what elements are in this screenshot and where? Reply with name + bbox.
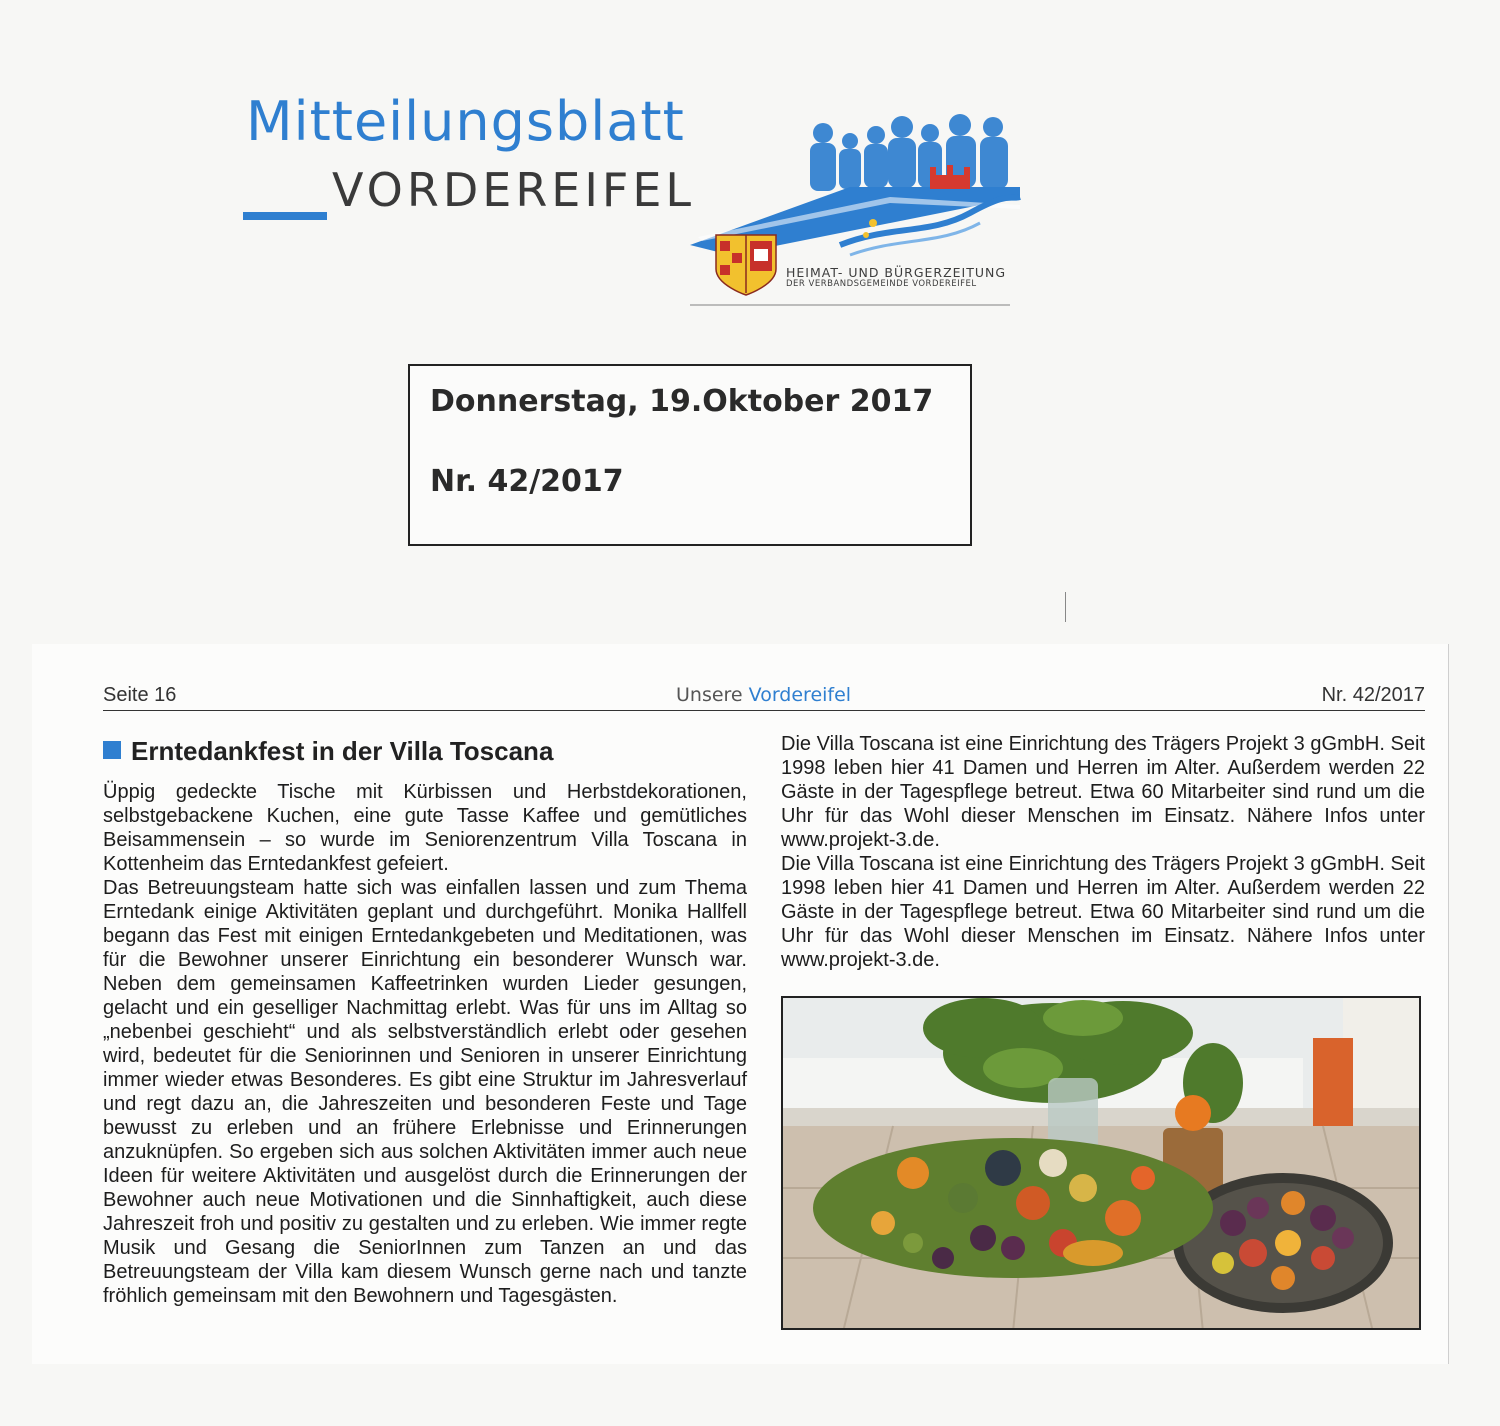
article-paragraph: Die Villa Toscana ist eine Einrichtung des Trägers Projekt 3 gGmbH. Seit 1998 leben hier 41 Damen und Herren im Alter. Außerdem werden 22 Gäste in der Tagespflege betreut. Etwa 60 Mitarbeiter sind rund um die Uhr für das Wohl dieser Menschen im Einsatz. Nähere Infos unter www.projekt-3.de.: [781, 853, 1425, 971]
scan-mark: [1065, 592, 1066, 622]
article-heading-text: Erntedankfest in der Villa Toscana: [131, 736, 554, 766]
issue-date: Donnerstag, 19.Oktober 2017: [430, 384, 934, 419]
masthead-title: Mitteilungsblatt: [246, 90, 685, 153]
harvest-photo-illustration: [783, 998, 1421, 1330]
header-issue-number: Nr. 42/2017: [1321, 684, 1425, 706]
article-column-right: [781, 732, 1425, 972]
section-title: [676, 684, 851, 706]
masthead-caption: [786, 266, 1018, 289]
section-prefix: Unsere: [676, 684, 743, 706]
article-paragraph: Üppig gedeckte Tische mit Kürbissen und Herbstdekorationen, selbstgebackene Kuchen, eine gute Tasse Kaffee und gemütliches Beisammensein – so wurde im Seniorenzentrum Villa Toscana in Kottenheim das Erntedankfest gefeiert.: [103, 781, 747, 875]
issue-number: Nr. 42/2017: [430, 464, 624, 499]
masthead-subtitle: VORDEREIFEL: [332, 163, 696, 217]
harvest-photo: [781, 996, 1421, 1330]
masthead-underline: [243, 212, 327, 220]
caption-line-1: HEIMAT- UND BÜRGERZEITUNG: [786, 265, 1007, 280]
article-paragraph: Das Betreuungsteam hatte sich was einfallen lassen und zum Thema Erntedank einige Aktivitäten geplant und durchgeführt. Monika Hallfell begann das Fest mit einigen Erntedankgebeten und Meditationen, was für die Bewohner unserer Einrichtung ein besonderer Wunsch war. Neben dem gemeinsamen Kaffeetrinken wurden Lieder gesungen, gelacht und ein geselliger Nachmittag erlebt. Was für uns im Alltag so „nebenbei geschieht“ und als selbstverständlich erlebt oder gesehen wird, bedeutet für die Seniorinnen und Senioren in unserer Einrichtung immer wieder etwas Besonderes. Es gibt eine Struktur im Jahresverlauf und regt dazu an, die Jahreszeiten und besonderen Feste und Tage bewusst zu erleben und an frühere Erlebnisse und Erinnerungen anzuknüpfen. So ergeben sich aus solchen Aktivitäten immer auch neue Ideen für weitere Aktivitäten und ausgelöst durch die Erinnerungen der Bewohner auch neue Motivationen und die Sinnhaftigkeit, auch diese Jahreszeit froh und positiv zu gestalten und zu erleben. Wie immer regte Musik und Gesang die SeniorInnen zum Tanzen an und das Betreuungsteam der Villa kam diesem Wunsch gerne nach und tanzte fröhlich gemeinsam mit den Bewohnern und Tagesgästen.: [103, 877, 747, 1307]
article-paragraph: Die Villa Toscana ist eine Einrichtung des Trägers Projekt 3 gGmbH. Seit 1998 leben hier 41 Damen und Herren im Alter. Außerdem werden 22 Gäste in der Tagespflege betreut. Etwa 60 Mitarbeiter sind rund um die Uhr für das Wohl dieser Menschen im Einsatz. Nähere Infos unter www.projekt-3.de.: [781, 733, 1425, 851]
caption-line-2: DER VERBANDSGEMEINDE VORDEREIFEL: [786, 278, 977, 289]
issue-info-box: [408, 364, 972, 546]
page-header: [103, 684, 1425, 711]
section-accent: Vordereifel: [748, 684, 852, 706]
heading-marker-icon: [103, 741, 121, 759]
page-number: Seite 16: [103, 684, 177, 706]
article-column-left: [103, 780, 747, 1308]
article-heading: [103, 737, 553, 766]
